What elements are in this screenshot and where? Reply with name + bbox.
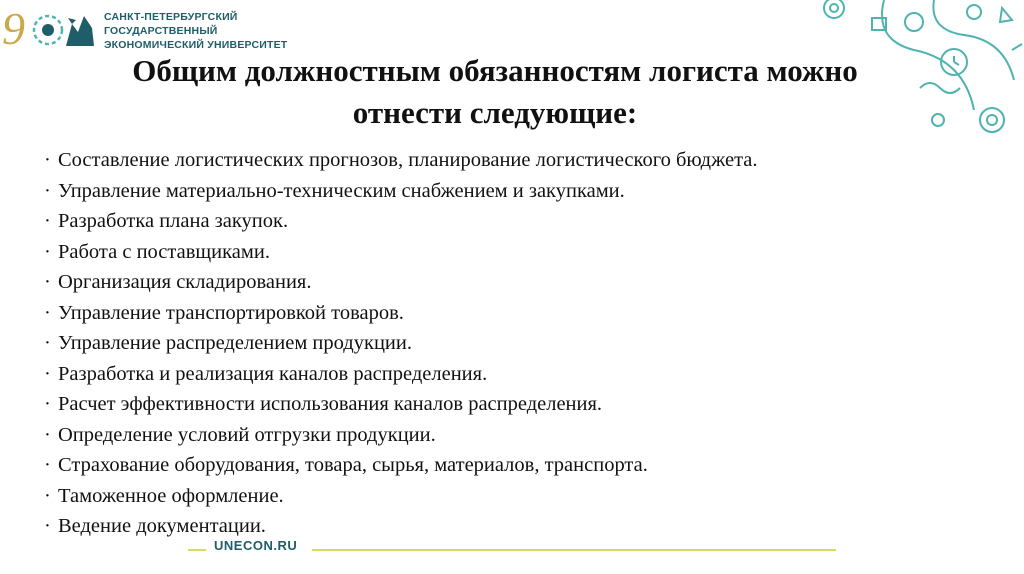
footer [188, 538, 836, 558]
griffin-emblem-icon [62, 10, 98, 50]
list-item-text: Разработка плана закупок. [58, 210, 289, 232]
bullet-dot: · [44, 332, 51, 354]
list-item [44, 267, 758, 298]
list-item-text: Составление логистических прогнозов, планирование логистического бюджета. [58, 149, 758, 171]
bullet-dot: · [44, 271, 51, 293]
list-item [44, 145, 758, 176]
list-item-text: Расчет эффективности использования каналов распределения. [58, 393, 603, 415]
logo-line-1: САНКТ-ПЕТЕРБУРГСКИЙ [104, 11, 238, 23]
list-item-text: Страхование оборудования, товара, сырья, материалов, транспорта. [58, 454, 648, 476]
bullet-dot: · [44, 179, 51, 202]
list-item [44, 420, 758, 451]
title-line-1: Общим должностным обязанностям логиста можно [132, 53, 858, 88]
list-item-text: Управление материально-техническим снабжением и закупками. [58, 179, 625, 202]
university-logo [0, 4, 300, 54]
list-item-text: Ведение документации. [58, 515, 266, 537]
list-item [44, 206, 758, 237]
list-item [44, 328, 758, 359]
list-item-text: Управление транспортировкой товаров. [58, 301, 404, 324]
list-item-text: Работа с поставщиками. [58, 240, 270, 263]
bullet-dot: · [44, 393, 51, 415]
bullet-dot: · [44, 484, 51, 507]
list-item-text: Таможенное оформление. [58, 484, 284, 507]
bullet-dot: · [44, 423, 51, 446]
logo-line-2: ГОСУДАРСТВЕННЫЙ [104, 25, 218, 37]
list-item [44, 511, 758, 542]
slide-title [0, 50, 990, 134]
list-item-text: Управление распределением продукции. [58, 332, 412, 354]
list-item-text: Определение условий отгрузки продукции. [58, 423, 436, 446]
title-line-2: отнести следующие: [352, 95, 638, 130]
duties-list [44, 145, 758, 542]
list-item [44, 450, 758, 481]
logo-text [104, 10, 287, 52]
bullet-dot: · [44, 240, 51, 263]
list-item [44, 389, 758, 420]
logo-line-3: ЭКОНОМИЧЕСКИЙ УНИВЕРСИТЕТ [104, 39, 288, 51]
list-item [44, 176, 758, 207]
list-item-text: Организация складирования. [58, 271, 312, 293]
footer-divider-right [312, 549, 836, 551]
list-item-text: Разработка и реализация каналов распределения. [58, 362, 488, 385]
list-item [44, 237, 758, 268]
bullet-dot: · [44, 515, 51, 537]
footer-site-link[interactable]: UNECON.RU [214, 538, 298, 553]
logo-anniversary-number: 9 [2, 3, 25, 54]
bullet-dot: · [44, 362, 51, 385]
bullet-dot: · [44, 454, 51, 476]
bullet-dot: · [44, 301, 51, 324]
footer-divider-left [188, 549, 206, 551]
bullet-dot: · [44, 210, 51, 232]
bullet-dot: · [44, 149, 51, 171]
list-item [44, 298, 758, 329]
list-item [44, 359, 758, 390]
list-item [44, 481, 758, 512]
